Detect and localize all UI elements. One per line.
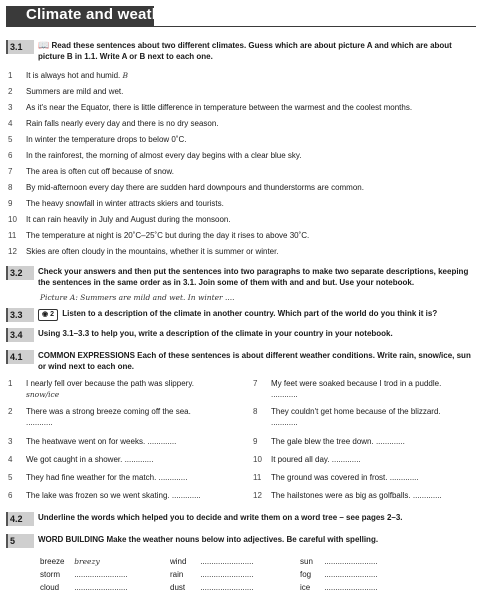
list-item: 7 My feet were soaked because I trod in a puddle. ............ — [253, 379, 442, 399]
answer-handwritten: B — [122, 71, 129, 80]
example-handwritten: Picture A: Summers are mild and wet. In winter .... — [40, 293, 235, 302]
list-item: rain ........................ — [170, 570, 254, 579]
list-item: 6 The lake was frozen so we went skating. ............. — [8, 491, 201, 500]
cd-track-icon: ◉ 2 — [38, 309, 58, 321]
list-item: 2 There was a strong breeze coming off the sea. ............ — [8, 407, 191, 427]
list-item: 12 Skies are often cloudy in the mountains, whether it is summer or winter. — [8, 247, 279, 256]
list-item: wind ........................ — [170, 557, 254, 566]
exercise-number: 5 — [6, 534, 34, 548]
book-icon: 📖 — [38, 40, 50, 50]
list-item: dust ........................ — [170, 583, 254, 592]
list-item: 4 We got caught in a shower. ............. — [8, 455, 154, 464]
title-bar — [6, 6, 476, 30]
answer-handwritten: breezy — [74, 557, 100, 566]
exercise-instruction: Underline the words which helped you to decide and write them on a word tree – see pages 2–3. — [38, 513, 403, 522]
exercise-number: 4.2 — [6, 512, 34, 526]
list-item: storm ........................ — [40, 570, 128, 579]
exercise-instruction: WORD BUILDING Make the weather nouns below into adjectives. Be careful with spelling. — [38, 535, 379, 544]
list-item: 2 Summers are mild and wet. — [8, 87, 124, 96]
exercise-number: 3.4 — [6, 328, 34, 342]
list-item: 12 The hailstones were as big as golfballs. ............. — [253, 491, 442, 500]
list-item: sun ........................ — [300, 557, 378, 566]
exercise-number: 3.3 — [6, 308, 34, 322]
list-item: 11 The ground was covered in frost. ............. — [253, 473, 419, 482]
list-item: breeze breezy — [40, 557, 100, 566]
list-item: 9 The gale blew the tree down. ............. — [253, 437, 405, 446]
exercise-number: 4.1 — [6, 350, 34, 364]
list-item: 8 By mid-afternoon every day there are sudden hard downpours and thunderstorms are common. — [8, 183, 364, 192]
answer-handwritten: snow/ice — [26, 390, 60, 399]
title-rule — [6, 26, 476, 27]
list-item: 3 The heatwave went on for weeks. ............. — [8, 437, 177, 446]
exercise-number: 3.2 — [6, 266, 34, 280]
list-item: 10 It poured all day. ............. — [253, 455, 361, 464]
exercise-instruction: 📖 Read these sentences about two different climates. Guess which are about picture A and which are about picture B in 1.1. Write A or B next to each one. — [38, 40, 452, 61]
exercise-instruction: Check your answers and then put the sentences into two paragraphs to make two separate descriptions, keeping the sentences in the same order as in 3.1. Join some of them with and and but. Use your notebook. — [38, 267, 469, 287]
list-item: cloud ........................ — [40, 583, 128, 592]
list-item: 10 It can rain heavily in July and August during the monsoon. — [8, 215, 231, 224]
list-item: 4 Rain falls nearly every day and there is no dry season. — [8, 119, 219, 128]
page-title: Climate and weather — [26, 6, 176, 23]
list-item: 6 In the rainforest, the morning of almost every day begins with a clear blue sky. — [8, 151, 302, 160]
exercise-instruction: Using 3.1–3.3 to help you, write a description of the climate in your country in your notebook. — [38, 329, 393, 338]
list-item: fog ........................ — [300, 570, 378, 579]
exercise-instruction: COMMON EXPRESSIONS Each of these sentences is about different weather conditions. Write rain, snow/ice, sun or wind next to each one. — [38, 351, 471, 371]
list-item: 5 They had fine weather for the match. ............. — [8, 473, 188, 482]
list-item: 11 The temperature at night is 20˚C–25˚C but during the day it rises to above 30˚C. — [8, 231, 310, 240]
list-item: ice ........................ — [300, 583, 378, 592]
list-item: 3 As it's near the Equator, there is little difference in temperature between the warmest and the coolest months. — [8, 103, 413, 112]
exercise-instruction: ◉ 2 Listen to a description of the climate in another country. Which part of the world do you think it is? — [38, 308, 476, 321]
list-item: 7 The area is often cut off because of snow. — [8, 167, 174, 176]
list-item: 9 The heavy snowfall in winter attracts skiers and tourists. — [8, 199, 224, 208]
list-item: 1 It is always hot and humid. B — [8, 71, 129, 80]
list-item: 5 In winter the temperature drops to below 0˚C. — [8, 135, 187, 144]
exercise-number: 3.1 — [6, 40, 34, 54]
list-item: 8 They couldn't get home because of the blizzard. ............ — [253, 407, 441, 427]
list-item: 1 I nearly fell over because the path was slippery. snow/ice — [8, 379, 194, 399]
